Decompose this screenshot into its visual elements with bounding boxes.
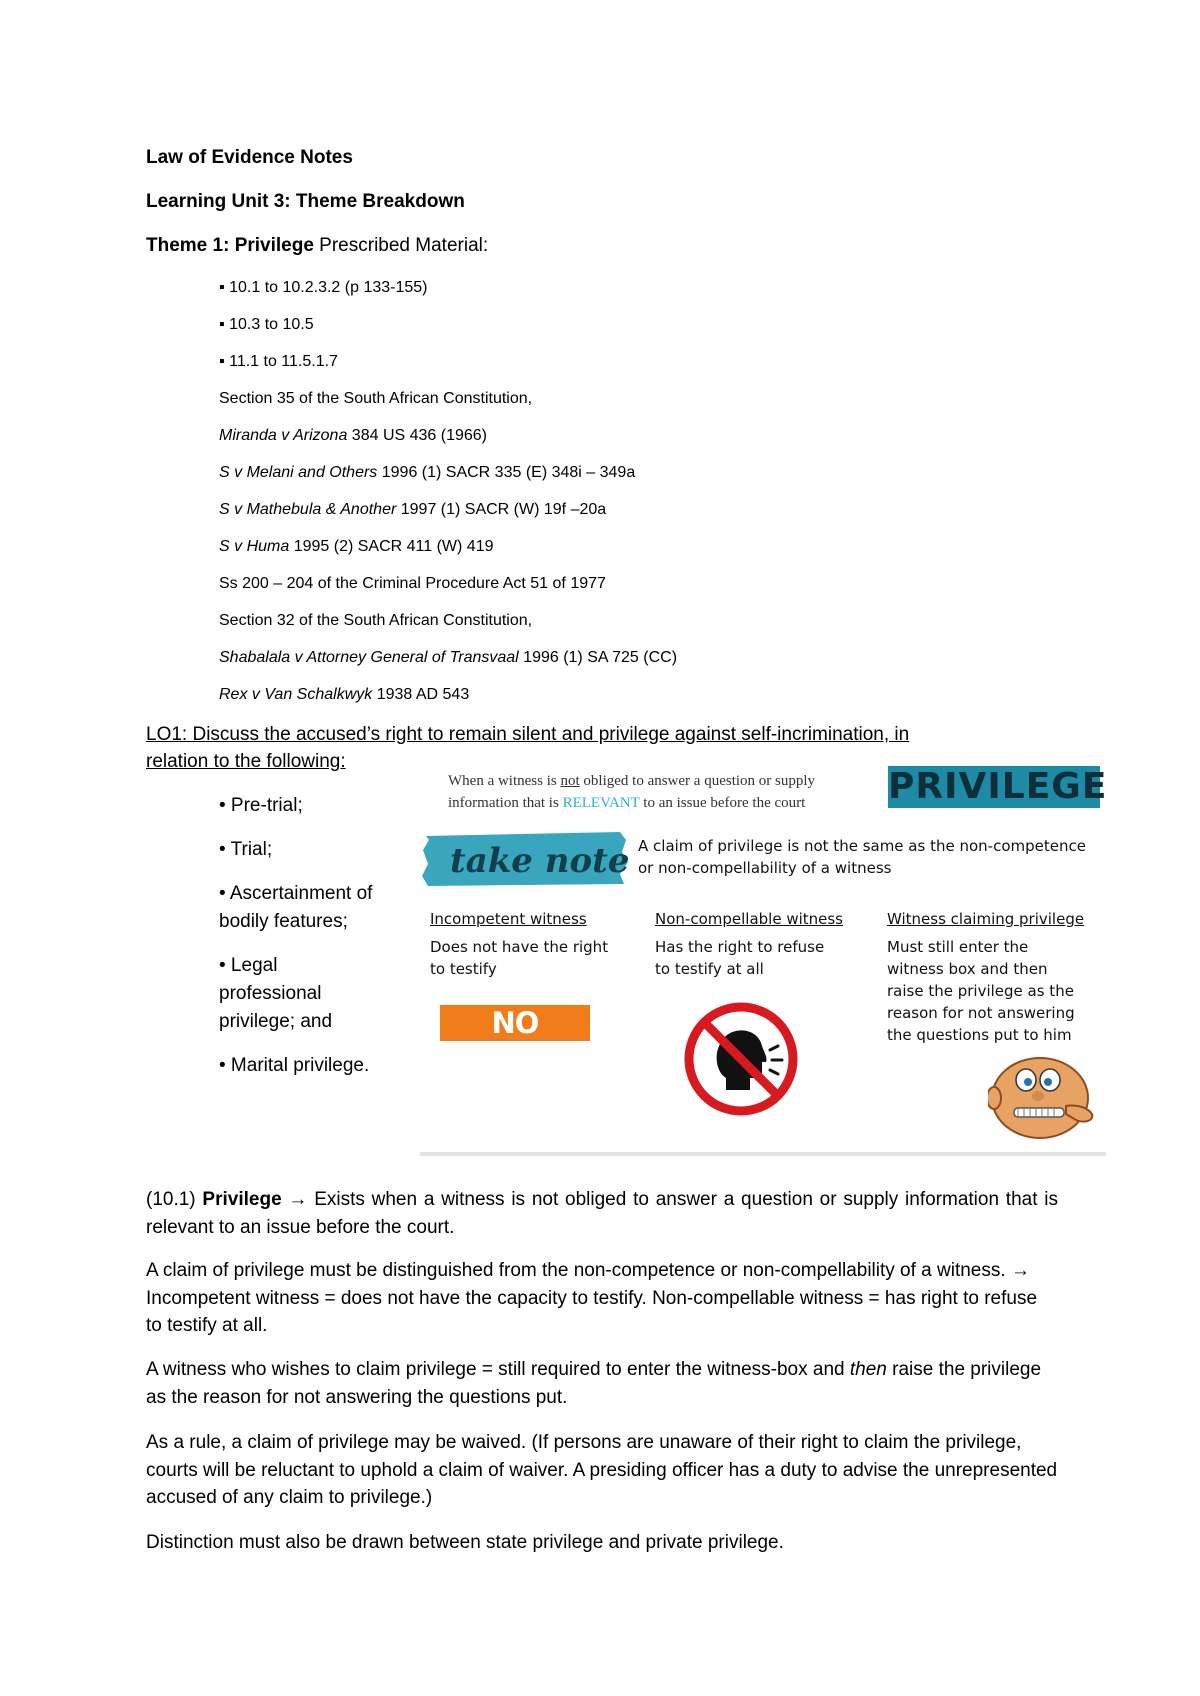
lo1-line1: LO1: Discuss the accused’s right to remain silent and privilege against self-incrimination, in — [146, 724, 910, 745]
lo1-bullet: • Legal professional privilege; and — [219, 955, 333, 1032]
witness-claiming-privilege-column — [887, 910, 1107, 1046]
distinction-paragraph: A claim of privilege must be distinguished from the non-competence or non-compellability of a witness. → Incompetent witness = does not have the capacity to testify. Non-compellable witness = has right to refuse to testify at all. — [146, 1260, 1038, 1336]
take-note-text: take note — [450, 841, 630, 881]
non-compellable-witness-column — [655, 910, 865, 980]
column-heading: Witness claiming privilege — [887, 910, 1085, 928]
reference-item: S v Huma 1995 (2) SACR 411 (W) 419 — [219, 538, 494, 555]
theme-suffix: Prescribed Material: — [313, 235, 489, 256]
privilege-badge: PRIVILEGE — [888, 766, 1108, 807]
unit-heading: Learning Unit 3: Theme Breakdown — [146, 191, 465, 212]
reference-item: Section 35 of the South African Constitution, — [219, 390, 533, 407]
reference-item: Miranda v Arizona 384 US 436 (1966) — [219, 427, 488, 444]
privilege-definition: When a witness is not obliged to answer a question or supply information that is RELEVANT to an issue before the court — [448, 773, 816, 811]
privilege-definition-paragraph: (10.1) Privilege → Exists when a witness is not obliged to answer a question or supply information that is relevant to an issue before the court. — [146, 1189, 1058, 1238]
state-private-privilege-paragraph: Distinction must also be drawn between state privilege and private privilege. — [146, 1532, 784, 1553]
lo1-line2: relation to the following: — [146, 751, 346, 772]
zipped-mouth-face-icon — [988, 1050, 1100, 1140]
claiming-privilege-paragraph: A witness who wishes to claim privilege = still required to enter the witness-box and then raise the privilege as the reason for not answering the questions put. — [146, 1359, 1042, 1408]
privilege-infographic — [420, 760, 1110, 1160]
reference-item: S v Mathebula & Another 1997 (1) SACR (W) 19f –20a — [219, 501, 607, 518]
incompetent-witness-column — [430, 910, 630, 980]
material-bullet: ▪ 10.1 to 10.2.3.2 (p 133-155) — [219, 279, 428, 296]
theme-label: Theme 1: Privilege — [146, 235, 314, 256]
material-bullet: ▪ 11.1 to 11.5.1.7 — [219, 353, 338, 370]
infographic-divider — [420, 1152, 1106, 1156]
reference-item: S v Melani and Others 1996 (1) SACR 335 (E) 348i – 349a — [219, 464, 636, 481]
document-title: Law of Evidence Notes — [146, 147, 353, 168]
column-heading: Incompetent witness — [430, 910, 587, 928]
waiver-paragraph: As a rule, a claim of privilege may be waived. (If persons are unaware of their right to claim the privilege, courts will be reluctant to uphold a claim of waiver. A presiding officer has a duty to advise the unrepresented accused of any claim to privilege.) — [146, 1432, 1058, 1508]
lo1-bullet: • Ascertainment of bodily features; — [219, 883, 373, 932]
column-text: Has the right to refuse to testify at all — [655, 938, 825, 978]
reference-item: Section 32 of the South African Constitution, — [219, 612, 533, 629]
column-text: Must still enter the witness box and then raise the privilege as the reason for not answering the questions put to him — [887, 938, 1075, 1044]
reference-item: Rex v Van Schalkwyk 1938 AD 543 — [219, 686, 470, 703]
lo1-bullet: • Trial; — [219, 839, 273, 860]
lo1-bullet: • Marital privilege. — [219, 1055, 370, 1076]
reference-item: Ss 200 – 204 of the Criminal Procedure Act 51 of 1977 — [219, 575, 606, 592]
material-bullet: ▪ 10.3 to 10.5 — [219, 316, 314, 333]
column-heading: Non-compellable witness — [655, 910, 843, 928]
no-right-badge: NO RIGHT — [440, 1005, 590, 1041]
note-text: A claim of privilege is not the same as the non-competence or non-compellability of a witness — [638, 837, 1086, 877]
reference-item: Shabalala v Attorney General of Transvaal 1996 (1) SA 725 (CC) — [219, 649, 678, 666]
take-note-banner — [420, 828, 632, 890]
column-text: Does not have the right to testify — [430, 938, 609, 978]
theme-heading — [146, 235, 488, 257]
lo1-bullet: • Pre-trial; — [219, 795, 303, 816]
no-speaking-icon — [682, 1000, 800, 1118]
